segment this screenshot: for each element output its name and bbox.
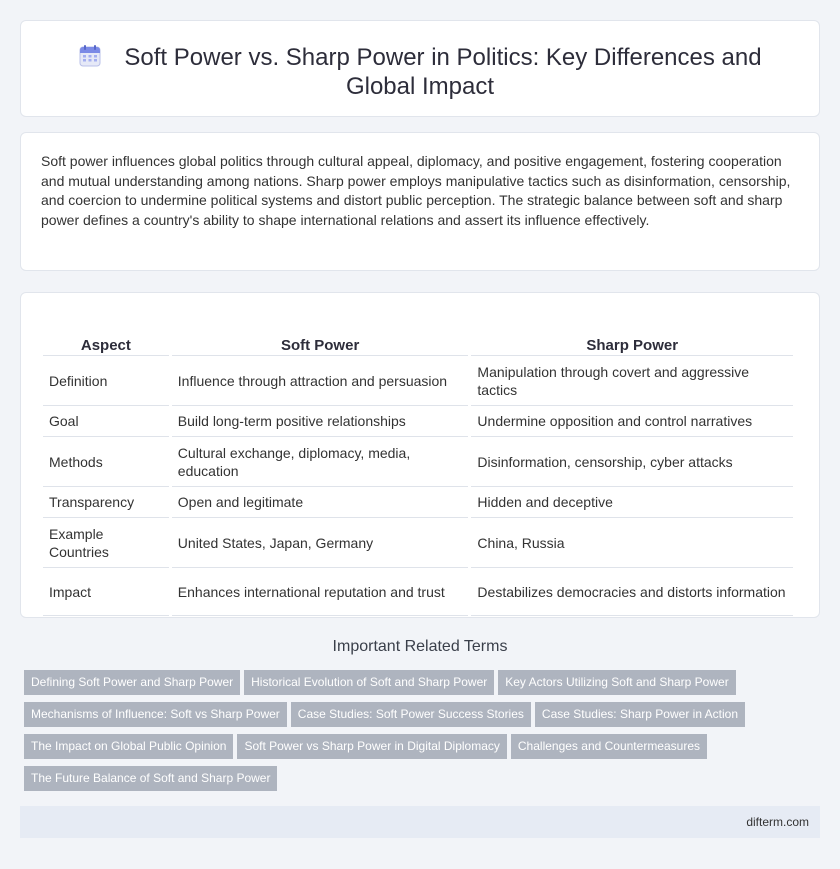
related-terms-list <box>24 670 814 798</box>
table-row <box>43 437 793 487</box>
table-header-row <box>43 313 793 356</box>
cell-soft: Open and legitimate <box>172 487 469 518</box>
calendar-icon <box>78 44 102 68</box>
table-row <box>43 518 793 568</box>
table-row <box>43 487 793 518</box>
table-row <box>43 356 793 406</box>
cell-aspect: Definition <box>43 356 169 406</box>
page-title-text: Soft Power vs. Sharp Power in Politics: Key Differences and Global Impact <box>124 44 762 100</box>
related-tag-challenges[interactable]: Challenges and Countermeasures <box>511 734 707 759</box>
related-tag-public-opinion[interactable]: The Impact on Global Public Opinion <box>24 734 233 759</box>
related-tag-mechanisms[interactable]: Mechanisms of Influence: Soft vs Sharp Power <box>24 702 287 727</box>
cell-soft: Influence through attraction and persuasion <box>172 356 469 406</box>
related-tag-digital-diplomacy[interactable]: Soft Power vs Sharp Power in Digital Diplomacy <box>237 734 506 759</box>
cell-sharp: Hidden and deceptive <box>471 487 793 518</box>
related-tag-soft-power-success[interactable]: Case Studies: Soft Power Success Stories <box>291 702 531 727</box>
cell-sharp: Manipulation through covert and aggressive tactics <box>471 356 793 406</box>
related-tag-key-actors[interactable]: Key Actors Utilizing Soft and Sharp Power <box>498 670 735 695</box>
cell-sharp: Disinformation, censorship, cyber attacks <box>471 437 793 487</box>
intro-paragraph: Soft power influences global politics through cultural appeal, diplomacy, and positive engagement, fostering cooperation and mutual understanding among nations. Sharp power employs manipulative tactics such as disinformation, censorship, and coercion to undermine political systems and distort public perception. The strategic balance between soft and sharp power defines a country's ability to shape international relations and assert its influence effectively. <box>41 153 791 228</box>
footer-site-link[interactable]: difterm.com <box>746 815 809 829</box>
header-card <box>20 20 820 117</box>
table-row <box>43 568 793 616</box>
intro-card <box>20 132 820 271</box>
table-row <box>43 406 793 437</box>
comparison-table-card <box>20 292 820 618</box>
cell-soft: United States, Japan, Germany <box>172 518 469 568</box>
title-wrap <box>21 43 819 101</box>
header-sharp-power: Sharp Power <box>471 313 793 356</box>
page-title <box>41 43 799 101</box>
cell-aspect: Impact <box>43 568 169 616</box>
cell-aspect: Transparency <box>43 487 169 518</box>
cell-aspect: Example Countries <box>43 518 169 568</box>
footer <box>20 806 820 838</box>
related-tag-sharp-power-action[interactable]: Case Studies: Sharp Power in Action <box>535 702 745 727</box>
header-soft-power: Soft Power <box>172 313 469 356</box>
header-aspect: Aspect <box>43 313 169 356</box>
cell-aspect: Methods <box>43 437 169 487</box>
cell-soft: Cultural exchange, diplomacy, media, education <box>172 437 469 487</box>
related-tag-historical-evolution[interactable]: Historical Evolution of Soft and Sharp Power <box>244 670 494 695</box>
cell-sharp: China, Russia <box>471 518 793 568</box>
cell-aspect: Goal <box>43 406 169 437</box>
comparison-table <box>40 313 796 616</box>
related-tag-future-balance[interactable]: The Future Balance of Soft and Sharp Power <box>24 766 277 791</box>
related-tag-defining[interactable]: Defining Soft Power and Sharp Power <box>24 670 240 695</box>
cell-sharp: Undermine opposition and control narratives <box>471 406 793 437</box>
cell-soft: Enhances international reputation and trust <box>172 568 469 616</box>
cell-soft: Build long-term positive relationships <box>172 406 469 437</box>
cell-sharp: Destabilizes democracies and distorts information <box>471 568 793 616</box>
related-terms-title: Important Related Terms <box>332 638 508 655</box>
